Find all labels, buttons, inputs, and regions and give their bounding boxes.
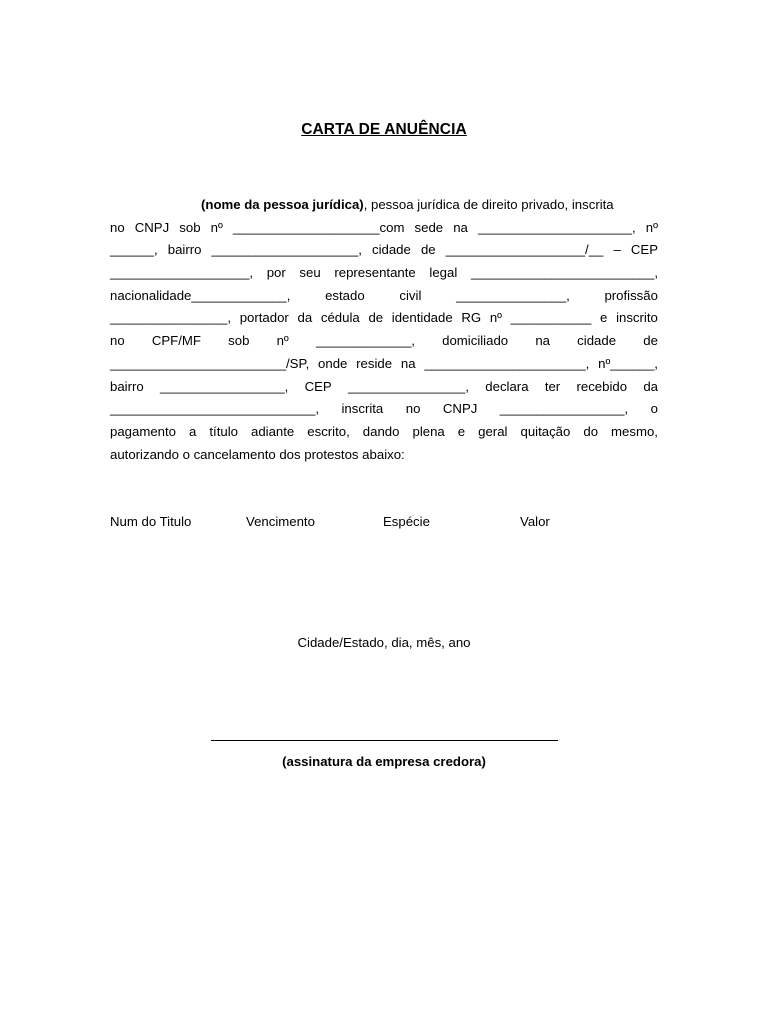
body-word: plena	[412, 423, 445, 439]
body-word: _________________________,	[470, 265, 658, 281]
body-word: cidade	[577, 333, 617, 349]
body-word: declara	[485, 378, 529, 394]
body-word: de	[643, 333, 658, 349]
column-header-value: Valor	[520, 514, 550, 529]
body-word: pagamento	[110, 423, 176, 439]
body-word: bairro	[167, 242, 202, 258]
body-word: representante	[334, 265, 416, 281]
body-word: a	[189, 423, 197, 439]
body-word: onde	[318, 355, 348, 371]
body-word: ter	[544, 378, 561, 394]
body-word: por	[266, 265, 286, 281]
company-name-placeholder: (nome da pessoa jurídica)	[201, 197, 364, 212]
body-line	[110, 376, 658, 399]
body-word: –	[613, 242, 621, 258]
body-word: ________________,	[110, 310, 232, 326]
body-word: ______,	[110, 242, 158, 258]
body-line	[110, 398, 658, 421]
body-word: mesmo,	[611, 423, 658, 439]
body-word: ___________	[510, 310, 592, 326]
body-line	[110, 194, 658, 217]
body-word: adiante	[250, 423, 295, 439]
body-word: título	[209, 423, 238, 439]
body-word: recebido	[576, 378, 628, 394]
body-word: CNPJ	[134, 219, 170, 235]
place-date-line: Cidade/Estado, dia, mês, ano	[297, 635, 471, 650]
body-line	[110, 217, 658, 240]
signature-label: (assinatura da empresa credora)	[282, 754, 486, 769]
body-word: ____________________,	[211, 242, 362, 258]
body-word: nº	[210, 219, 223, 235]
signature-line	[211, 740, 558, 741]
body-word: ________________________/SP,	[110, 355, 310, 371]
body-word: ______________________,	[424, 355, 590, 371]
body-word: na	[453, 219, 468, 235]
body-word: domiciliado	[442, 333, 509, 349]
body-line	[110, 239, 658, 262]
column-header-type: Espécie	[383, 514, 430, 529]
body-word: nº______,	[598, 355, 658, 371]
body-word: _______________,	[456, 287, 570, 303]
body-line	[110, 285, 658, 308]
body-line	[110, 330, 658, 353]
body-word: e	[600, 310, 608, 326]
body-word: cédula	[320, 310, 360, 326]
body-text-segment: , pessoa jurídica de direito privado, inscrita	[363, 197, 614, 212]
body-word: da	[643, 378, 658, 394]
body-word: no	[405, 401, 421, 417]
body-text-segment: autorizando o cancelamento dos protestos abaixo:	[110, 446, 405, 462]
body-word: civil	[399, 287, 422, 303]
body-word: e	[457, 423, 466, 439]
body-word: nº	[489, 310, 502, 326]
body-word: o	[650, 401, 658, 417]
body-word: no	[110, 333, 125, 349]
body-word: CPF/MF	[151, 333, 201, 349]
body-word: escrito,	[307, 423, 350, 439]
body-word: ____________________com	[232, 219, 405, 235]
body-word: ________________,	[348, 378, 470, 394]
body-word: sob	[179, 219, 201, 235]
body-word: CEP	[630, 242, 658, 258]
body-word: CNPJ	[442, 401, 478, 417]
document-body	[110, 194, 658, 466]
body-word: do	[583, 423, 599, 439]
body-word: identidade	[391, 310, 453, 326]
body-word: no	[110, 219, 125, 235]
body-word: quitação	[520, 423, 571, 439]
body-word: _________________,	[159, 378, 289, 394]
body-word: CEP	[304, 378, 332, 394]
body-word: estado	[325, 287, 365, 303]
body-word: bairro	[110, 378, 144, 394]
body-line	[110, 421, 658, 444]
body-word: inscrita	[341, 401, 384, 417]
paragraph-indent	[110, 194, 201, 217]
body-line	[110, 307, 658, 330]
body-word: de	[420, 242, 436, 258]
body-word: da	[297, 310, 313, 326]
body-word: nacionalidade_____________,	[110, 287, 291, 303]
body-line	[110, 444, 658, 467]
body-word: nº	[276, 333, 289, 349]
body-line	[110, 353, 658, 376]
body-word: nº	[645, 219, 658, 235]
body-word: reside	[356, 355, 393, 371]
body-word: na	[400, 355, 416, 371]
body-word: na	[535, 333, 550, 349]
body-word: de	[368, 310, 384, 326]
body-word: _____________,	[315, 333, 415, 349]
body-line	[110, 262, 658, 285]
body-word: seu	[299, 265, 321, 281]
body-word: ___________________,	[110, 265, 254, 281]
body-word: dando	[362, 423, 400, 439]
body-word: ____________________________,	[110, 401, 320, 417]
column-header-due-date: Vencimento	[246, 514, 315, 529]
document-title: CARTA DE ANUÊNCIA	[301, 121, 467, 138]
body-word: legal	[429, 265, 458, 281]
body-word: inscrito	[616, 310, 658, 326]
body-word: portador	[239, 310, 289, 326]
body-word: sob	[228, 333, 250, 349]
body-word: _____________________,	[477, 219, 636, 235]
body-word: profissão	[604, 287, 658, 303]
body-word: sede	[414, 219, 444, 235]
body-word: ___________________/__	[445, 242, 604, 258]
body-word: cidade	[371, 242, 411, 258]
column-header-title-number: Num do Titulo	[110, 514, 192, 529]
body-word: geral	[478, 423, 508, 439]
body-word: RG	[461, 310, 482, 326]
body-word: _________________,	[499, 401, 629, 417]
